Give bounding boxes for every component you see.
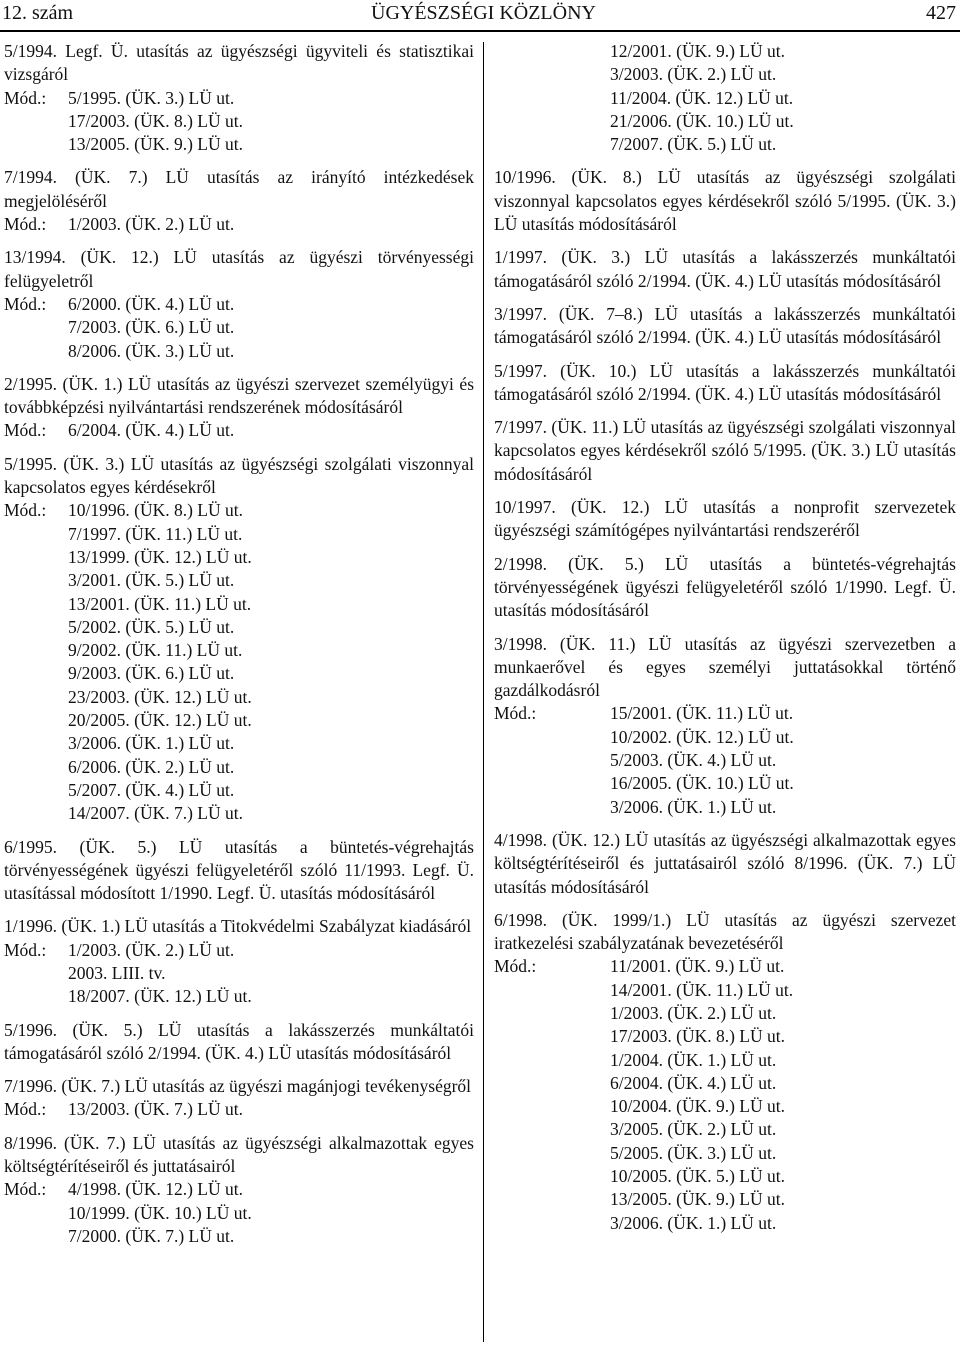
- amendment-list: [610, 702, 956, 818]
- regulation-title: 5/1994. Legf. Ü. utasítás az ügyészségi ügyviteli és statisztikai vizsgáról: [4, 41, 474, 85]
- amendment-item: 11/2004. (ÜK. 12.) LÜ ut.: [610, 87, 794, 108]
- regulation-title: 3/1997. (ÜK. 7–8.) LÜ utasítás a lakásszerzés munkáltatói támogatásáról szóló 2/1994. (ÜK. 4.) LÜ utasítás módosításáról: [494, 303, 956, 348]
- left-column: [4, 40, 474, 1258]
- journal-title: ÜGYÉSZSÉGI KÖZLÖNY: [371, 2, 596, 24]
- amendment-item: 17/2003. (ÜK. 8.) LÜ ut.: [610, 1026, 785, 1047]
- amendment-list: [68, 939, 474, 1009]
- amendment-item: 3/2003. (ÜK. 2.) LÜ ut.: [610, 64, 777, 85]
- regulation-entry: [4, 373, 474, 443]
- regulation-title: 5/1997. (ÜK. 10.) LÜ utasítás a lakásszerzés munkáltatói támogatásáról szóló 2/1994. (ÜK. 4.) LÜ utasítás módosításáról: [494, 360, 956, 404]
- regulation-title: 4/1998. (ÜK. 12.) LÜ utasítás az ügyészségi alkalmazottak egyes költségtérítéseiről és juttatásairól szóló 8/1996. (ÜK. 7.) LÜ utasítás módosításáról: [494, 829, 956, 897]
- regulation-title: 6/1995. (ÜK. 5.) LÜ utasítás a büntetés-végrehajtás törvényességének ügyészi felügyeletéről szóló 11/1993. Legf. Ü. utasítással módosított 1/1990. Legf. Ü. utasítás módosításáról: [4, 836, 474, 904]
- amendment-block: [4, 213, 474, 236]
- amendment-block: [4, 939, 474, 1009]
- amendment-item: 3/2006. (ÜK. 1.) LÜ ut.: [68, 733, 235, 754]
- amendment-item: 3/2005. (ÜK. 2.) LÜ ut.: [610, 1119, 777, 1140]
- regulation-title: 13/1994. (ÜK. 12.) LÜ utasítás az ügyészi törvényességi felügyeletről: [4, 247, 474, 291]
- amendment-item: 5/1995. (ÜK. 3.) LÜ ut.: [68, 87, 235, 108]
- amendment-item: 6/2004. (ÜK. 4.) LÜ ut.: [610, 1072, 777, 1093]
- regulation-entry: [494, 633, 956, 819]
- amendment-block: [494, 955, 956, 1235]
- amendment-item: 20/2005. (ÜK. 12.) LÜ ut.: [68, 710, 252, 731]
- continued-amendments: [494, 40, 956, 156]
- regulation-title: 7/1994. (ÜK. 7.) LÜ utasítás az irányító intézkedések megjelöléséről: [4, 167, 474, 211]
- amendment-item: 16/2005. (ÜK. 10.) LÜ ut.: [610, 773, 794, 794]
- amendment-label: Mód.:: [4, 939, 47, 960]
- amendment-list: [68, 293, 474, 363]
- regulation-title: 10/1996. (ÜK. 8.) LÜ utasítás az ügyészségi szolgálati viszonnyal kapcsolatos egyes kérdésekről szóló 5/1995. (ÜK. 3.) LÜ utasítás módosításáról: [494, 167, 956, 235]
- amendment-item: 5/2003. (ÜK. 4.) LÜ ut.: [610, 750, 777, 771]
- amendment-item: 3/2006. (ÜK. 1.) LÜ ut.: [610, 796, 777, 817]
- amendment-label: Mód.:: [4, 1099, 47, 1120]
- amendment-item: 5/2007. (ÜK. 4.) LÜ ut.: [68, 779, 235, 800]
- amendment-block: [4, 293, 474, 363]
- regulation-title: 10/1997. (ÜK. 12.) LÜ utasítás a nonprofit szervezetek ügyészségi számítógépes nyilvántartási rendszeréről: [494, 497, 956, 541]
- amendment-item: 6/2000. (ÜK. 4.) LÜ ut.: [68, 293, 235, 314]
- amendment-block: [4, 419, 474, 442]
- amendment-item: 13/2005. (ÜK. 9.) LÜ ut.: [610, 1189, 785, 1210]
- amendment-block: [494, 702, 956, 818]
- amendment-item: 10/2005. (ÜK. 5.) LÜ ut.: [610, 1166, 785, 1187]
- amendment-item: 6/2004. (ÜK. 4.) LÜ ut.: [68, 420, 235, 441]
- amendment-list: [68, 1178, 474, 1248]
- amendment-item: 6/2006. (ÜK. 2.) LÜ ut.: [68, 756, 235, 777]
- regulation-entry: [494, 246, 956, 293]
- amendment-label: Mód.:: [4, 500, 47, 521]
- amendment-item: 13/1999. (ÜK. 12.) LÜ ut.: [68, 546, 252, 567]
- amendment-item: 9/2003. (ÜK. 6.) LÜ ut.: [68, 663, 235, 684]
- amendment-item: 1/2003. (ÜK. 2.) LÜ ut.: [68, 939, 235, 960]
- amendment-item: 7/2000. (ÜK. 7.) LÜ ut.: [68, 1225, 235, 1246]
- amendment-item: 17/2003. (ÜK. 8.) LÜ ut.: [68, 110, 243, 131]
- amendment-label: Mód.:: [4, 87, 47, 108]
- regulation-title: 8/1996. (ÜK. 7.) LÜ utasítás az ügyészségi alkalmazottak egyes költségtérítéseiről és juttatásairól: [4, 1132, 474, 1177]
- amendment-item: 4/1998. (ÜK. 12.) LÜ ut.: [68, 1179, 243, 1200]
- amendment-label: Mód.:: [494, 956, 537, 977]
- amendment-block: [4, 1178, 474, 1248]
- right-column: [494, 40, 956, 1245]
- amendment-label: Mód.:: [4, 293, 47, 314]
- amendment-block: [4, 87, 474, 157]
- regulation-title: 2/1998. (ÜK. 5.) LÜ utasítás a büntetés-végrehajtás törvényességének ügyészi felügyeletéről szóló 1/1990. Legf. Ü. utasítás módosításáról: [494, 553, 956, 621]
- regulation-entry: [4, 1132, 474, 1248]
- regulation-title: 7/1996. (ÜK. 7.) LÜ utasítás az ügyészi magánjogi tevékenységről: [4, 1076, 472, 1097]
- amendment-list: [68, 499, 474, 825]
- regulation-title: 2/1995. (ÜK. 1.) LÜ utasítás az ügyészi szervezet személyügyi és továbbképzési nyilvántartási rendszerének módosításáról: [4, 373, 474, 418]
- amendment-item: 8/2006. (ÜK. 3.) LÜ ut.: [68, 340, 235, 361]
- column-divider: [483, 42, 484, 1342]
- page-number: 427: [926, 2, 956, 24]
- amendment-item: 14/2007. (ÜK. 7.) LÜ ut.: [68, 803, 243, 824]
- amendment-item: 13/2003. (ÜK. 7.) LÜ ut.: [68, 1099, 243, 1120]
- amendment-item: 7/1997. (ÜK. 11.) LÜ ut.: [68, 523, 243, 544]
- amendment-item: 13/2001. (ÜK. 11.) LÜ ut.: [68, 593, 252, 614]
- regulation-title: 1/1997. (ÜK. 3.) LÜ utasítás a lakásszerzés munkáltatói támogatásáról szóló 2/1994. (ÜK. 4.) LÜ utasítás módosításáról: [494, 247, 956, 291]
- amendment-item: 10/1999. (ÜK. 10.) LÜ ut.: [68, 1202, 252, 1223]
- regulation-title: 7/1997. (ÜK. 11.) LÜ utasítás az ügyészségi szolgálati viszonnyal kapcsolatos egyes kérdésekről szóló 5/1995. (ÜK. 3.) LÜ utasítás módosításáról: [494, 417, 956, 484]
- regulation-entry: [494, 496, 956, 543]
- amendment-block: [4, 499, 474, 825]
- amendment-item: 12/2001. (ÜK. 9.) LÜ ut.: [610, 41, 785, 61]
- amendment-item: 2003. LIII. tv.: [68, 962, 166, 983]
- amendment-item: 13/2005. (ÜK. 9.) LÜ ut.: [68, 134, 243, 155]
- regulation-title: 1/1996. (ÜK. 1.) LÜ utasítás a Titokvédelmi Szabályzat kiadásáról: [4, 916, 472, 937]
- regulation-entry: [494, 166, 956, 236]
- amendment-block: [4, 1098, 474, 1121]
- regulation-entry: [494, 829, 956, 899]
- amendment-item: 10/1996. (ÜK. 8.) LÜ ut.: [68, 500, 243, 521]
- amendment-item: 11/2001. (ÜK. 9.) LÜ ut.: [610, 956, 785, 977]
- amendment-item: 1/2003. (ÜK. 2.) LÜ ut.: [610, 1002, 777, 1023]
- regulation-entry: [494, 553, 956, 623]
- amendment-item: 18/2007. (ÜK. 12.) LÜ ut.: [68, 986, 252, 1007]
- page-header: [0, 0, 960, 32]
- amendment-item: 3/2006. (ÜK. 1.) LÜ ut.: [610, 1212, 777, 1233]
- amendment-item: 15/2001. (ÜK. 11.) LÜ ut.: [610, 703, 794, 724]
- amendment-item: 14/2001. (ÜK. 11.) LÜ ut.: [610, 979, 794, 1000]
- amendment-item: 23/2003. (ÜK. 12.) LÜ ut.: [68, 686, 252, 707]
- regulation-entry: [4, 453, 474, 826]
- regulation-title: 5/1996. (ÜK. 5.) LÜ utasítás a lakásszerzés munkáltatói támogatásáról szóló 2/1994. (ÜK. 4.) LÜ utasítás módosításáról: [4, 1019, 474, 1063]
- amendment-item: 21/2006. (ÜK. 10.) LÜ ut.: [610, 110, 794, 131]
- regulation-entry: [494, 303, 956, 350]
- amendment-list: [68, 419, 474, 442]
- amendment-list: [68, 1098, 474, 1121]
- regulation-entry: [494, 416, 956, 486]
- regulation-title: 5/1995. (ÜK. 3.) LÜ utasítás az ügyészségi szolgálati viszonnyal kapcsolatos egyes kérdésekről: [4, 453, 474, 498]
- amendment-label: Mód.:: [4, 420, 47, 441]
- regulation-entry: [4, 1075, 474, 1122]
- amendment-list: [68, 87, 474, 157]
- regulation-entry: [4, 166, 474, 236]
- regulation-title: 3/1998. (ÜK. 11.) LÜ utasítás az ügyészi szervezetben a munkaerővel és egyes személyi juttatásokkal történő gazdálkodásról: [494, 633, 956, 701]
- regulation-entry: [494, 360, 956, 407]
- amendment-item: 10/2002. (ÜK. 12.) LÜ ut.: [610, 726, 794, 747]
- regulation-entry: [4, 915, 474, 1008]
- regulation-title: 6/1998. (ÜK. 1999/1.) LÜ utasítás az ügyészi szervezet iratkezelési szabályzatának bevezetéséről: [494, 909, 956, 954]
- amendment-item: 5/2002. (ÜK. 5.) LÜ ut.: [68, 616, 235, 637]
- regulation-entry: [4, 246, 474, 362]
- amendment-item: 9/2002. (ÜK. 11.) LÜ ut.: [68, 640, 243, 661]
- regulation-entry: [4, 1019, 474, 1066]
- amendment-item: 5/2005. (ÜK. 3.) LÜ ut.: [610, 1142, 777, 1163]
- amendment-item: 7/2007. (ÜK. 5.) LÜ ut.: [610, 134, 777, 155]
- amendment-item: 10/2004. (ÜK. 9.) LÜ ut.: [610, 1096, 785, 1117]
- amendment-list: [610, 955, 956, 1235]
- regulation-entry: [494, 909, 956, 1235]
- amendment-label: Mód.:: [494, 703, 537, 724]
- regulation-entry: [4, 40, 474, 156]
- amendment-item: 7/2003. (ÜK. 6.) LÜ ut.: [68, 317, 235, 338]
- amendment-label: Mód.:: [4, 1179, 47, 1200]
- amendment-list: [68, 213, 474, 236]
- amendment-item: 1/2004. (ÜK. 1.) LÜ ut.: [610, 1049, 777, 1070]
- amendment-item: 3/2001. (ÜK. 5.) LÜ ut.: [68, 570, 235, 591]
- regulation-entry: [4, 836, 474, 906]
- amendment-label: Mód.:: [4, 214, 47, 235]
- amendment-item: 1/2003. (ÜK. 2.) LÜ ut.: [68, 214, 235, 235]
- issue-number: 12. szám: [2, 2, 74, 24]
